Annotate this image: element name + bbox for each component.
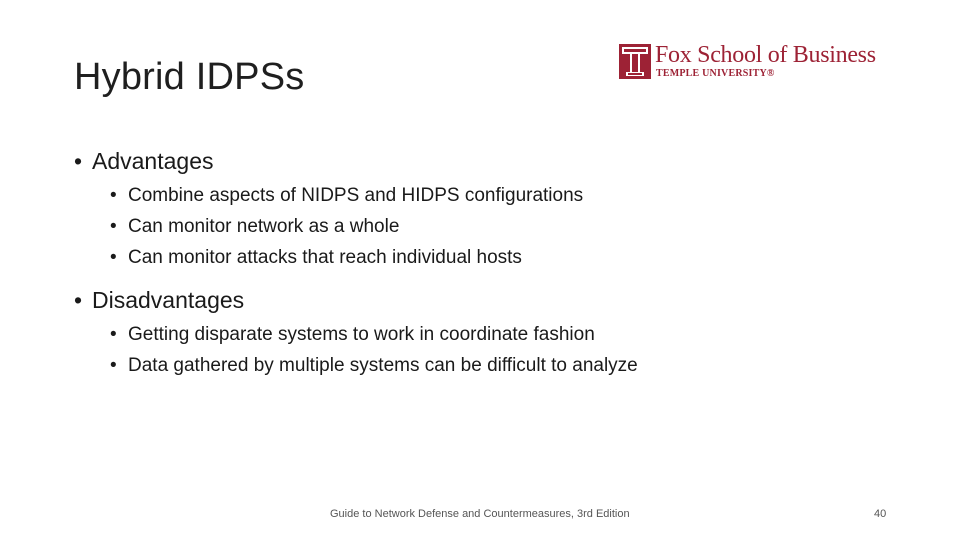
section-heading: [74, 285, 914, 315]
item-text: Can monitor network as a whole: [128, 216, 400, 237]
section-advantages: [74, 146, 914, 273]
item-text: Getting disparate systems to work in coordinate fashion: [128, 324, 595, 345]
fox-school-logo: [619, 44, 889, 82]
footer-text: Guide to Network Defense and Countermeasures, 3rd Edition: [330, 508, 630, 520]
bullet: •: [74, 148, 83, 174]
heading-text: Advantages: [92, 148, 214, 174]
section-disadvantages: [74, 285, 914, 381]
item-text: Combine aspects of NIDPS and HIDPS configurations: [128, 185, 584, 206]
section-heading: [74, 146, 914, 176]
list-item: [74, 211, 914, 242]
bullet: •: [110, 185, 117, 206]
list-item: [74, 319, 914, 350]
list-item: [74, 180, 914, 211]
list-item: [74, 350, 914, 381]
logo-sub: TEMPLE UNIVERSITY®: [656, 68, 775, 79]
heading-text: Disadvantages: [92, 287, 245, 313]
sub-list: [74, 319, 914, 381]
logo-name: Fox School of Business: [655, 42, 876, 68]
sub-list: [74, 180, 914, 273]
slide-title: Hybrid IDPSs: [74, 56, 305, 98]
bullet: •: [110, 216, 117, 237]
list-item: [74, 242, 914, 273]
bullet: •: [110, 355, 117, 376]
bullet: •: [110, 324, 117, 345]
item-text: Data gathered by multiple systems can be difficult to analyze: [128, 355, 638, 376]
slide-content: [74, 146, 914, 393]
bullet: •: [110, 247, 117, 268]
item-text: Can monitor attacks that reach individual hosts: [128, 247, 522, 268]
page-number: 40: [874, 508, 887, 520]
temple-t-icon: [619, 44, 651, 79]
bullet: •: [74, 287, 83, 313]
